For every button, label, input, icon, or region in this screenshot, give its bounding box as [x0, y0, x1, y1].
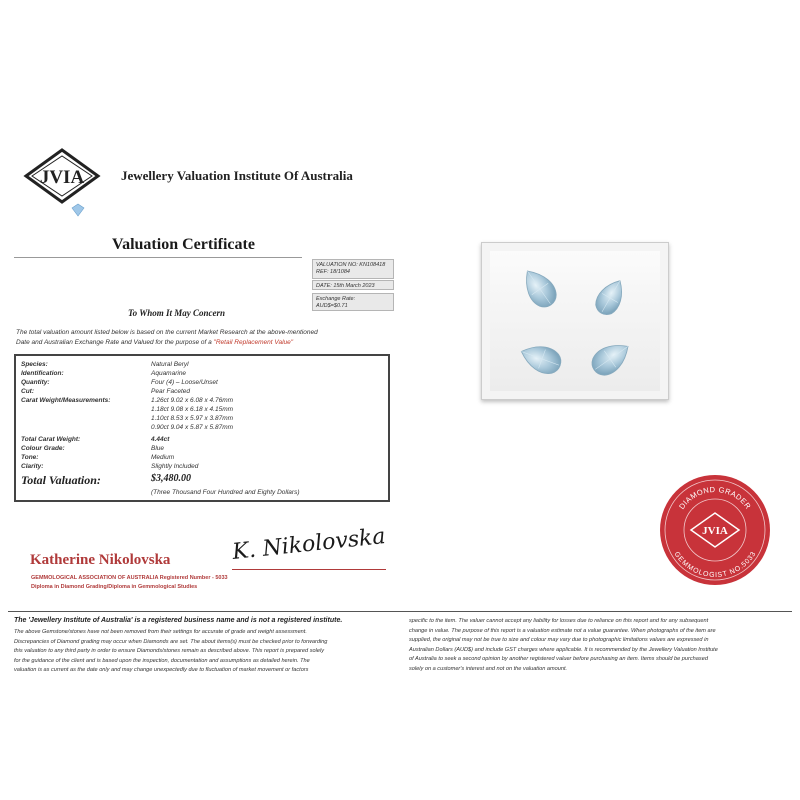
- footer-disclaimer-right: [409, 617, 789, 675]
- title-divider: [14, 257, 302, 258]
- quantity-value: Four (4) – Loose/Unset: [151, 379, 218, 386]
- footer-divider: [8, 611, 792, 612]
- aquamarine-gem-icon: [517, 264, 562, 312]
- aquamarine-gem-icon: [591, 275, 629, 319]
- diamond-grader-seal: [658, 473, 772, 587]
- identification-value: Aquamarine: [151, 370, 187, 377]
- carat-line-4: 0.90ct 9.04 x 5.87 x 5.87mm: [151, 424, 234, 431]
- carat-label: Carat Weight/Measurements:: [21, 397, 111, 404]
- signature-line: [232, 569, 386, 570]
- carat-line-3: 1.10ct 8.53 x 5.97 x 3.87mm: [151, 415, 234, 422]
- footer-left-line: for the guidance of the client and is based upon the inspection, documentation and assumptions as detailed herein. The: [14, 657, 310, 664]
- total-valuation-words: (Three Thousand Four Hundred and Eighty Dollars): [151, 489, 300, 496]
- jvia-logo-icon: [20, 146, 104, 218]
- cut-value: Pear Faceted: [151, 388, 191, 395]
- salutation: To Whom It May Concern: [128, 308, 226, 318]
- footer-right-line: change in value. The purpose of this report is a valuation estimate not a value guarantee. When photographs of the item are: [409, 627, 716, 634]
- exchange-value: AUD$=$0.71: [316, 303, 348, 309]
- seal-center-text: JVIA: [702, 525, 728, 537]
- gem-photo-background: [490, 251, 660, 391]
- tone-value: Medium: [151, 454, 175, 461]
- intro-text: [16, 328, 396, 348]
- retail-replacement-value: "Retail Replacement Value": [213, 339, 294, 346]
- tone-label: Tone:: [21, 454, 39, 461]
- meta-box-ref: [312, 259, 394, 279]
- logo-text: JVIA: [39, 167, 85, 188]
- total-valuation-value: $3,480.00: [151, 473, 191, 484]
- species-value: Natural Beryl: [151, 361, 189, 368]
- seal-top-text: DIAMOND GRADER: [677, 484, 753, 511]
- intro-line-2: [16, 338, 396, 348]
- gem-photo: [481, 242, 669, 400]
- footer-right-line: of Australia to seek a second opinion by another registered valuer before purchasing an item. Items should be purchased: [409, 656, 708, 663]
- institute-name: Jewellery Valuation Institute Of Australia: [121, 168, 353, 183]
- intro-line-1: The total valuation amount listed below is based on the current Market Research at the above-mentioned: [16, 329, 318, 336]
- meta-box-exchange: [312, 293, 394, 311]
- footer-disclaimer-left: [14, 628, 398, 676]
- total-carat-label: Total Carat Weight:: [21, 436, 81, 443]
- footer-left-line: Discrepancies of Diamond grading may occur when Diamonds are set. The about items(s) must be checked prior to forwarding: [14, 638, 328, 645]
- reference: REF: 18/1084: [316, 269, 350, 275]
- certificate-title: Valuation Certificate: [112, 236, 255, 253]
- colour-value: Blue: [151, 445, 165, 452]
- footer-right-line: solely on a customer's interest and not on the valuation amount.: [409, 665, 568, 672]
- carat-line-1: 1.26ct 9.02 x 6.08 x 4.76mm: [151, 397, 234, 404]
- identification-label: Identification:: [21, 370, 64, 377]
- date: DATE: 15th March 2023: [316, 283, 375, 289]
- footer-heading: The 'Jewellery Institute of Australia' is a registered business name and is not a registered institute.: [14, 617, 343, 624]
- seal-bottom-text: GEMMOLOGIST NO.5033: [672, 550, 758, 580]
- valuer-name: Katherine Nikolovska: [30, 552, 171, 568]
- carat-line-2: 1.18ct 9.08 x 6.18 x 4.15mm: [151, 406, 234, 413]
- species-label: Species:: [21, 361, 48, 368]
- aquamarine-gem-icon: [587, 336, 635, 381]
- footer-left-line: valuation is as current as the date only and may change unexpectedly due to fluctuation of market movement or factors: [14, 667, 309, 674]
- total-valuation-label: Total Valuation:: [21, 473, 101, 487]
- colour-label: Colour Grade:: [21, 445, 65, 452]
- footer-right-line: specific to the item. The valuer cannot accept any liability for losses due to reliance on this report and for any subsequent: [409, 618, 709, 624]
- cut-label: Cut:: [21, 388, 34, 395]
- clarity-label: Clarity:: [21, 463, 44, 470]
- exchange-label: Exchange Rate:: [316, 296, 356, 302]
- aquamarine-gem-icon: [517, 339, 564, 377]
- footer-left-line: The above Gemstone/stones have not been removed from their settings for accurate of grade and weight assessment.: [14, 629, 307, 635]
- association-registration: GEMMOLOGICAL ASSOCIATION OF AUSTRALIA Registered Number - 5033: [31, 575, 228, 581]
- meta-box-date: [312, 280, 394, 290]
- handwritten-signature: K. Nikolovska: [231, 524, 387, 565]
- footer-right-line: Australian Dollars (AUD$) and include GST charges where applicable. It is recommended by the Jewellery Valuation Institute: [409, 646, 718, 653]
- footer-right-line: supplied, the original may not be true to size and colour may vary due to photographic limitations values are expressed in: [409, 637, 709, 644]
- intro-line-2-prefix: Date and Australian Exchange Rate and Valued for the purpose of a: [16, 339, 212, 346]
- clarity-value: Slightly Included: [151, 463, 199, 470]
- footer-left-line: this valuation to any third party in order to ensure Diamonds/stones remain as described above. This report is prepared solely: [14, 648, 324, 655]
- total-carat-value: 4.44ct: [151, 436, 170, 443]
- diploma-text: Diploma in Diamond Grading/Diploma in Gemmological Studies: [31, 584, 198, 590]
- valuation-number: VALUATION NO: KN108418: [316, 262, 386, 268]
- quantity-label: Quantity:: [21, 379, 50, 386]
